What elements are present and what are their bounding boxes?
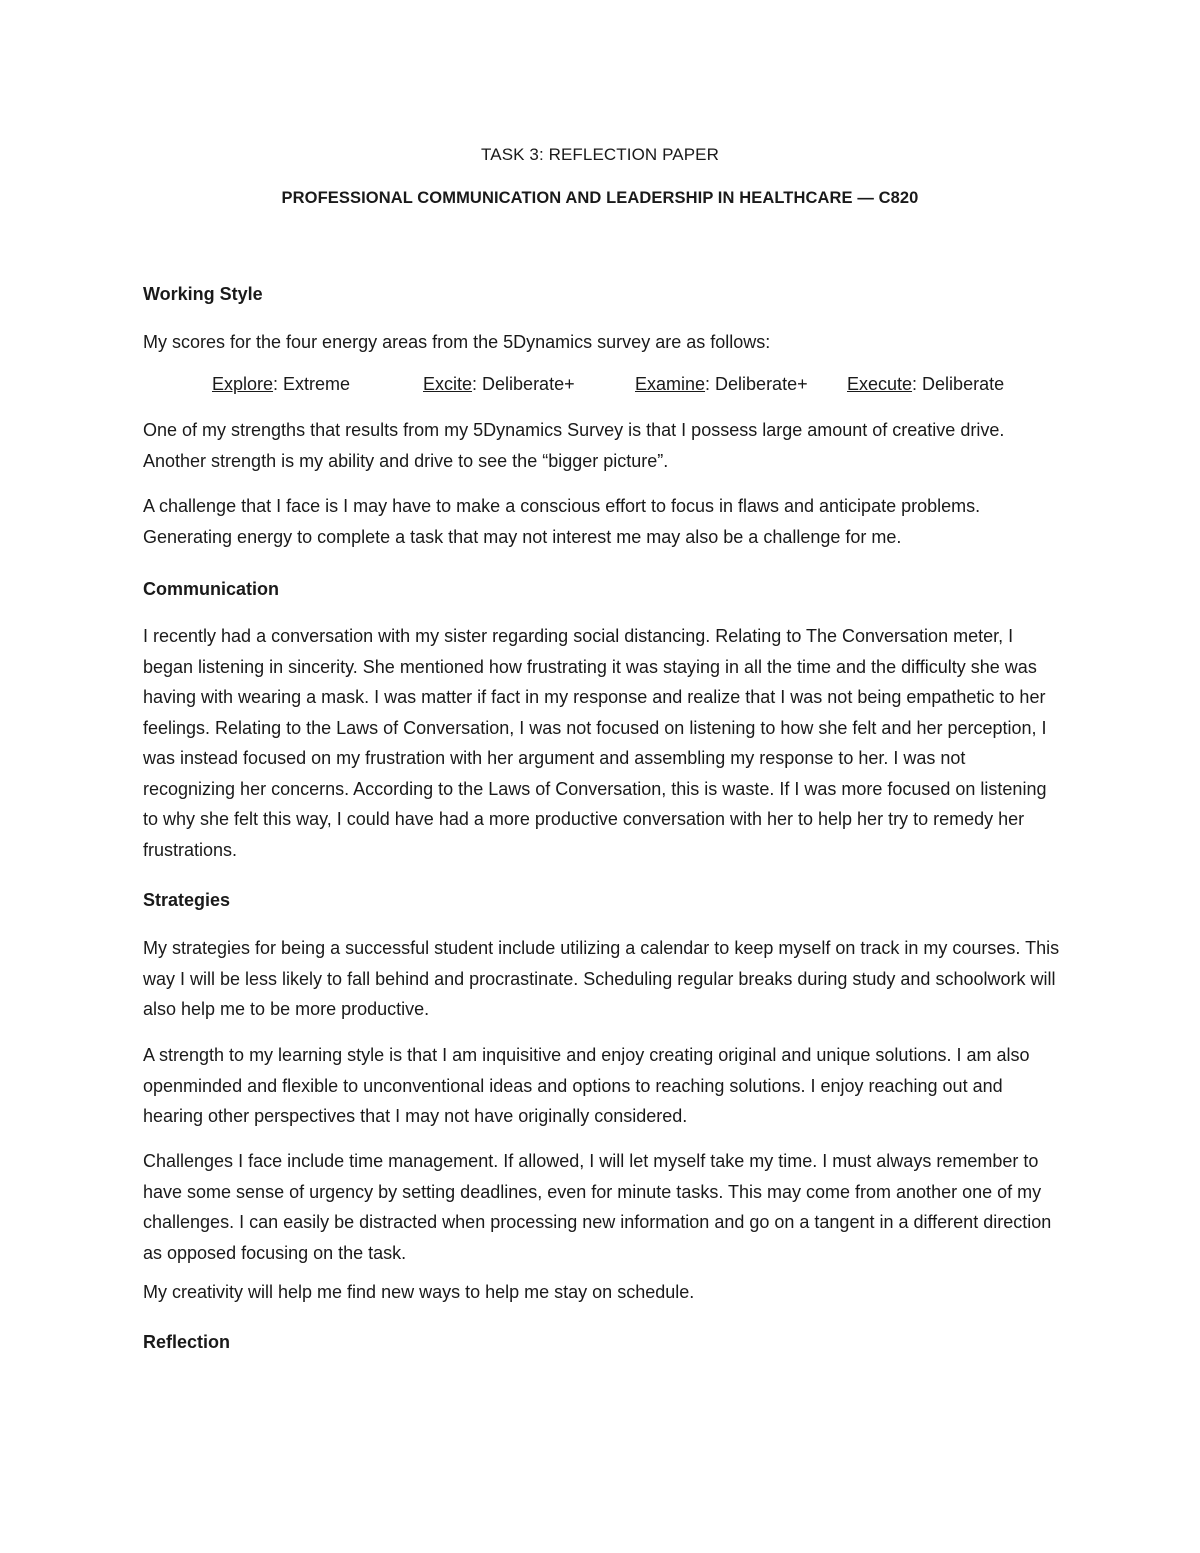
- score-value: : Deliberate: [912, 374, 1005, 394]
- heading-working-style: Working Style: [143, 284, 263, 304]
- score-name: Examine: [635, 374, 706, 394]
- heading-strategies: Strategies: [143, 890, 231, 910]
- strategies-paragraph-challenges: Challenges I face include time management. If allowed, I will let myself take my time. I must always remember to have some sense of urgency by setting deadlines, even for minute tasks. This may come from another one of my challenges. I can easily be distracted when processing new information and go on a tangent in a different direction as opposed focusing on the task.: [143, 1151, 1052, 1263]
- score-execute: [847, 374, 1004, 395]
- score-name: Explore: [212, 374, 274, 394]
- score-value: : Deliberate+: [705, 374, 808, 394]
- strategies-paragraph-learning-style: A strength to my learning style is that I am inquisitive and enjoy creating original and unique solutions. I am also openminded and flexible to unconventional ideas and options to reaching solutions. I enjoy reaching out and hearing other perspectives that I may not have originally considered.: [143, 1045, 1030, 1126]
- working-style-paragraph-challenges: A challenge that I face is I may have to make a conscious effort to focus in flaws and anticipate problems. Generating energy to complete a task that may not interest me may also be a challenge for me.: [143, 496, 981, 547]
- energy-scores: [0, 374, 1200, 402]
- document-subtitle: PROFESSIONAL COMMUNICATION AND LEADERSHIP IN HEALTHCARE — C820: [281, 189, 919, 207]
- score-name: Execute: [847, 374, 913, 394]
- score-excite: [423, 374, 575, 395]
- strategies-paragraph-calendar: My strategies for being a successful student include utilizing a calendar to keep myself on track in my courses. This way I will be less likely to fall behind and procrastinate. Scheduling regular breaks during study and schoolwork will also help me to be more productive.: [143, 938, 1060, 1019]
- heading-reflection: Reflection: [143, 1332, 231, 1352]
- score-value: : Extreme: [273, 374, 351, 394]
- strategies-paragraph-creativity: My creativity will help me find new ways to help me stay on schedule.: [143, 1282, 695, 1302]
- score-name: Excite: [423, 374, 473, 394]
- scores-intro: My scores for the four energy areas from the 5Dynamics survey are as follows:: [143, 332, 771, 352]
- heading-communication: Communication: [143, 579, 280, 599]
- score-examine: [635, 374, 808, 395]
- working-style-paragraph-strengths: One of my strengths that results from my 5Dynamics Survey is that I possess large amount of creative drive. Another strength is my ability and drive to see the “bigger picture”.: [143, 420, 1005, 471]
- score-explore: [212, 374, 350, 395]
- score-value: : Deliberate+: [472, 374, 575, 394]
- communication-paragraph: I recently had a conversation with my sister regarding social distancing. Relating to The Conversation meter, I began listening in sincerity. She mentioned how frustrating it was staying in all the time and the difficulty she was having with wearing a mask. I was matter if fact in my response and realize that I was not being empathetic to her feelings. Relating to the Laws of Conversation, I was not focused on listening to how she felt and her perception, I was instead focused on my frustration with her argument and assembling my response to her. I was not recognizing her concerns. According to the Laws of Conversation, this is waste. If I was more focused on listening to why she felt this way, I could have had a more productive conversation with her to help her try to remedy her frustrations.: [143, 626, 1047, 860]
- document-title: TASK 3: REFLECTION PAPER: [481, 145, 719, 164]
